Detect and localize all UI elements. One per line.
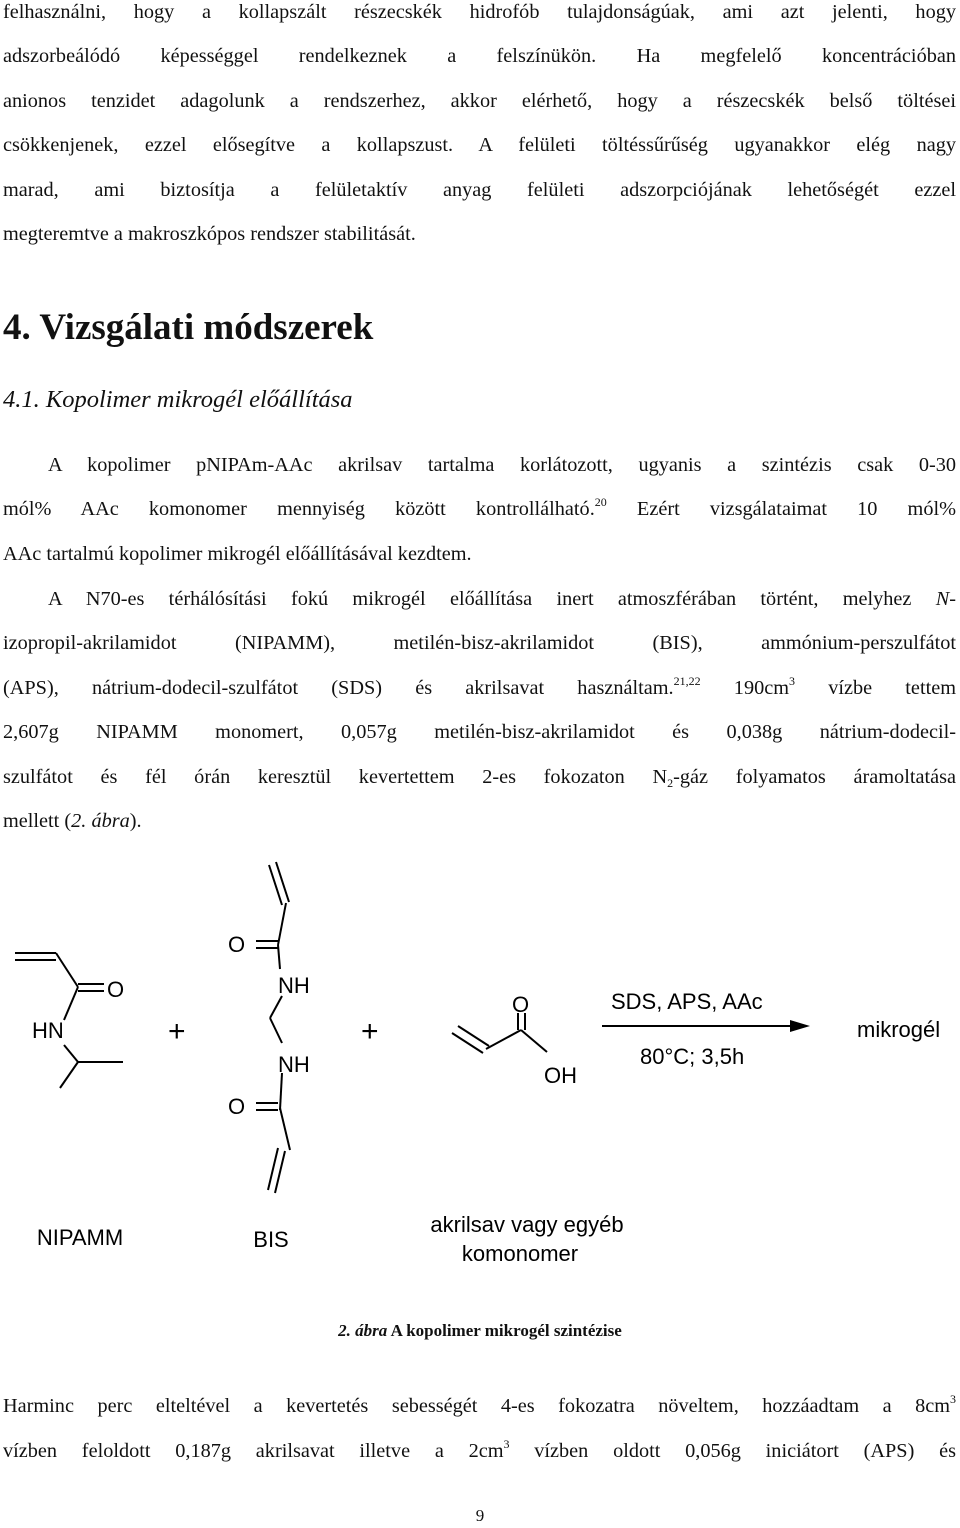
intro-line-5: marad, ami biztosítja a felületaktív anyag felületi adszorpciójának lehetőségét ezzel [3,179,956,201]
para1-line-2: mól% AAc komonomer mennyiség között kontrollálható.$^{20}$ Ezért vizsgálataimat 10 mól% [3,495,957,520]
label-comonomer-2: komonomer [461,1241,579,1266]
arrow-conditions-bottom: 80°C; 3,5h [640,1044,745,1069]
para2-line-4: 2,607g NIPAMM monomert, 0,057g metilén-bisz-akrilamidot és 0,038g nátrium-dodecil- [3,721,956,743]
plus-sign: + [361,1015,379,1048]
intro-line-2: adszorbeálódó képességgel rendelkeznek a felszínükön. Ha megfelelő koncentrációban [3,45,956,67]
intro-line-4: csökkenjenek, ezzel elősegítve a kollapszust. A felületi töltéssűrűség ugyanakkor elég nagy [3,134,956,156]
atom-o: O [228,932,246,957]
atom-hn: HN [32,1018,64,1043]
reaction-arrow [602,1020,810,1032]
para2-line-5: szulfátot és fél órán keresztül kevertettem 2-es fokozaton $N_2$-gáz folyamatos áramoltatása [3,766,956,790]
citation-ref: 20 [594,495,607,509]
label-nipamm: NIPAMM [36,1225,124,1250]
para3-line-1: Harminc perc elteltével a kevertetés sebességét 4-es fokozatra növeltem, hozzáadtam a $8cm^3$ [3,1392,956,1417]
atom-o: O [228,1094,246,1119]
atom-oh: OH [544,1063,577,1088]
figure-number: 2. ábra [338,1321,388,1340]
intro-line-3: anionos tenzidet adagolunk a rendszerhez, akkor elérhető, hogy a részecskék belső töltései [3,90,956,112]
para3-line-2: vízben feloldott 0,187g akrilsavat illetve a $2cm^3$ vízben oldott 0,056g iniciátort (APS) és [3,1437,956,1462]
label-comonomer-1: akrilsav vagy egyéb [430,1212,624,1237]
reaction-scheme [0,850,960,1270]
atom-o: O [107,977,125,1002]
arrow-conditions-top: SDS, APS, AAc [611,989,763,1014]
atom-nh: NH [278,1052,310,1077]
para1-line-3: AAc tartalmú kopolimer mikrogél előállításával kezdtem. [3,543,472,565]
para1-line-1: A kopolimer pNIPAm-AAc akrilsav tartalma korlátozott, ugyanis a szintézis csak 0-30 [48,454,956,476]
label-bis: BIS [253,1227,289,1252]
product-label: mikrogél [857,1017,941,1042]
para2-line-1: A N70-es térhálósítási fokú mikrogél előállítása inert atmoszférában történt, melyhez N- [48,588,956,610]
subsection-title: 4.1. Kopolimer mikrogél előállítása [3,386,353,413]
section-title: 4. Vizsgálati módszerek [3,307,374,348]
para2-line-2: izopropil-akrilamidot (NIPAMM), metilén-bisz-akrilamidot (BIS), ammónium-perszulfátot [3,632,956,654]
para2-line-3: (APS), nátrium-dodecil-szulfátot (SDS) és akrilsavat használtam.$^{21,22}$ $190cm^3$ vízbe tettem [3,674,956,699]
para2-line-6: mellett (2. ábra). [3,810,142,832]
figure-caption: 2. ábra A kopolimer mikrogél szintézise [338,1321,622,1340]
plus-sign: + [168,1015,186,1048]
citation-ref: 21,22 [673,674,701,688]
intro-line-6: megteremtve a makroszkópos rendszer stabilitását. [3,223,416,245]
acrylic-acid-structure [452,1013,547,1053]
intro-line-1: felhasználni, hogy a kollapszált részecskék hidrofób tulajdonságúak, ami azt jelenti, hogy [3,1,956,23]
page-number: 9 [475,1506,485,1525]
figure-ref: 2. ábra [71,810,130,832]
atom-o: O [512,992,530,1017]
atom-nh: NH [278,973,310,998]
bis-structure [256,862,290,1193]
